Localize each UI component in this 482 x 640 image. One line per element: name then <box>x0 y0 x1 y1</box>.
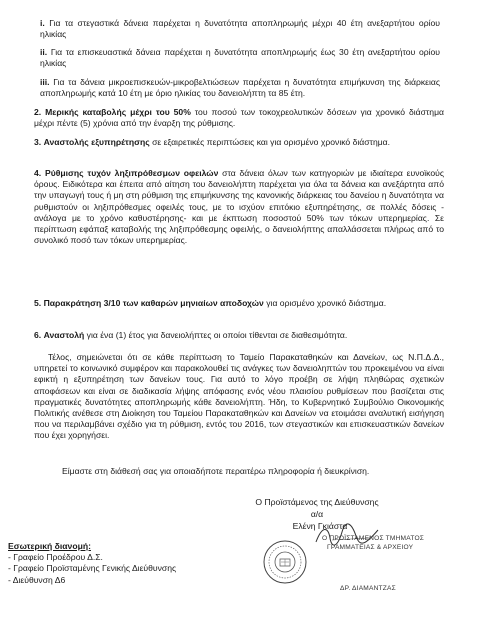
section-text: για ορισμένο χρονικό διάστημα. <box>263 298 387 308</box>
subitem-text: Για τα επισκευαστικά δάνεια παρέχεται η δυνατότητα αποπληρωμής έως 30 έτη ανεξαρτήτου ορίου ηλικίας <box>40 47 440 69</box>
subitem-label: i. <box>40 18 45 28</box>
subitem-label: iii. <box>40 77 50 87</box>
section-number: 2. <box>34 107 42 117</box>
distribution-block <box>8 541 248 586</box>
stamp-line-3: ΔΡ. ΔΙΑΜΑΝΤΖΑΣ <box>340 585 396 592</box>
subitem-text: Για τα στεγαστικά δάνεια παρέχεται η δυνατότητα αποπληρωμής μέχρι 40 έτη ανεξαρτήτου ορίου ηλικίας <box>40 18 440 40</box>
section-heading: Ρύθμισης τυχόν ληξιπρόθεσμων οφειλών <box>44 168 219 178</box>
distribution-item: - Γραφείο Προϊσταμένης Γενικής Διεύθυνσης <box>8 563 177 574</box>
stamp-line-1: Ο ΠΡΟΪΣΤΑΜΕΝΟΣ ΤΜΗΜΑΤΟΣ <box>322 535 425 542</box>
section-text: στα δάνεια όλων των κατηγοριών με ιδιαίτερα ευνοϊκούς όρους. Ειδικότερα και έπειτα από αίτηση του δανειολήπτη παρέχεται για όλα τα δάνεια και ανεξάρτητα από την υπαγωγή τους ή μη στη ρύθμιση της επιμήκυνσης της κανονικής διάρκειας του δανείου η δυνατότητα να ρυθμιστούν οι ληξιπρόθεσμες οφειλές τους, με το ισχύον επιτόκιο εξυπηρέτησης, σε πολλές δόσεις - ανάλογα με το χρόνο καθυστέρησης- και με έκπτωση ποσοστού 50% των τόκων υπερημερίας. Σε περίπτωση εφάπαξ καταβολής της ληξιπρόθεσμης οφειλής, ο δανειολήπτης απαλλάσσεται πλήρως από το συνολικό ποσό των τόκων υπερημερίας. <box>34 168 444 246</box>
stamp-line-2: ΓΡΑΜΜΑΤΕΙΑΣ & ΑΡΧΕΙΟΥ <box>327 544 414 551</box>
availability-line <box>62 466 462 477</box>
closing-text: Τέλος, σημειώνεται ότι σε κάθε περίπτωση το Ταμείο Παρακαταθηκών και Δανείων, ως Ν.Π.Δ.Δ., υπηρετεί το κοινωνικό συμφέρον και παρακολουθεί τις ανάγκες των δανειοληπτών του προκειμένου να είναι εφικτή η εξυπηρέτηση των δανείων τους. Για αυτό το λόγο προέβη σε λήψη πληθώρας σχετικών αποφάσεων και είναι σε διαδικασία λήψης απόφασης ενός νέου πλαισίου ρυθμίσεων που βασίζεται στις πραγματικές δυνατότητες αποπληρωμής κάθε δανειολήπτη. Ήδη, το Κυβερνητικό Συμβούλιο Οικονομικής Πολιτικής ανέθεσε στη Διοίκηση του Ταμείου Παρακαταθηκών και Δανείων να ετοιμάσει αναλυτική εισήγηση που να περιλαμβάνει σχέδιο για τη ρύθμιση, εντός του 2016, των στεγαστικών και επισκευαστικών δανείων που έχει χορηγήσει. <box>34 352 444 441</box>
section-text: του ποσού των τοκοχρεολυτικών δόσεων για χρονικό διάστημα μέχρι πέντε (5) χρόνια από την έναρξη της ρύθμισης. <box>34 107 445 129</box>
subitem-i <box>40 18 440 40</box>
section-number: 3. <box>34 137 42 147</box>
section-4 <box>34 168 444 246</box>
distribution-item: - Γραφείο Προέδρου Δ.Σ. <box>8 552 103 563</box>
section-3 <box>34 137 444 148</box>
section-heading: Αναστολής εξυπηρέτησης <box>43 137 150 147</box>
section-number: 4. <box>34 168 42 178</box>
distribution-title: Εσωτερική διανομή: <box>8 541 91 551</box>
subitem-text: Για τα δάνεια μικροεπισκευών-μικροβελτιώσεων παρέχεται η δυνατότητα επιμήκυνση της διάρκειας αποπληρωμής κατά 10 έτη με όριο ηλικίας του δανειολήπτη τα 85 έτη. <box>40 77 440 99</box>
section-text: για ένα (1) έτος για δανειολήπτες οι οποίοι τίθενται σε διαθεσιμότητα. <box>84 330 348 340</box>
subitem-ii <box>40 47 440 69</box>
section-number: 6. <box>34 330 42 340</box>
signature-aa: α/α <box>310 509 324 519</box>
section-5 <box>34 298 444 309</box>
section-6 <box>34 330 444 341</box>
subitem-iii <box>40 77 440 99</box>
section-2 <box>34 107 444 129</box>
official-seal-icon <box>262 539 308 585</box>
subitem-label: ii. <box>40 47 48 57</box>
distribution-item: - Διεύθυνση Δ6 <box>8 574 66 585</box>
section-heading: Αναστολή <box>43 330 85 340</box>
signature-role: Ο Προϊστάμενος της Διεύθυνσης <box>255 497 379 507</box>
signature-name: Ελένη Γκιάστα <box>292 521 348 531</box>
section-number: 5. <box>34 298 42 308</box>
section-heading: Μερικής καταβολής μέχρι του 50% <box>45 107 191 117</box>
availability-text: Είμαστε στη διάθεσή σας για οποιαδήποτε περαιτέρω πληροφορία ή διευκρίνιση. <box>62 466 370 476</box>
section-text: σε εξαιρετικές περιπτώσεις και για ορισμένο χρονικό διάστημα. <box>149 137 391 147</box>
closing-paragraph <box>34 352 444 442</box>
section-heading: Παρακράτηση 3/10 των καθαρών μηνιαίων αποδοχών <box>43 298 264 308</box>
